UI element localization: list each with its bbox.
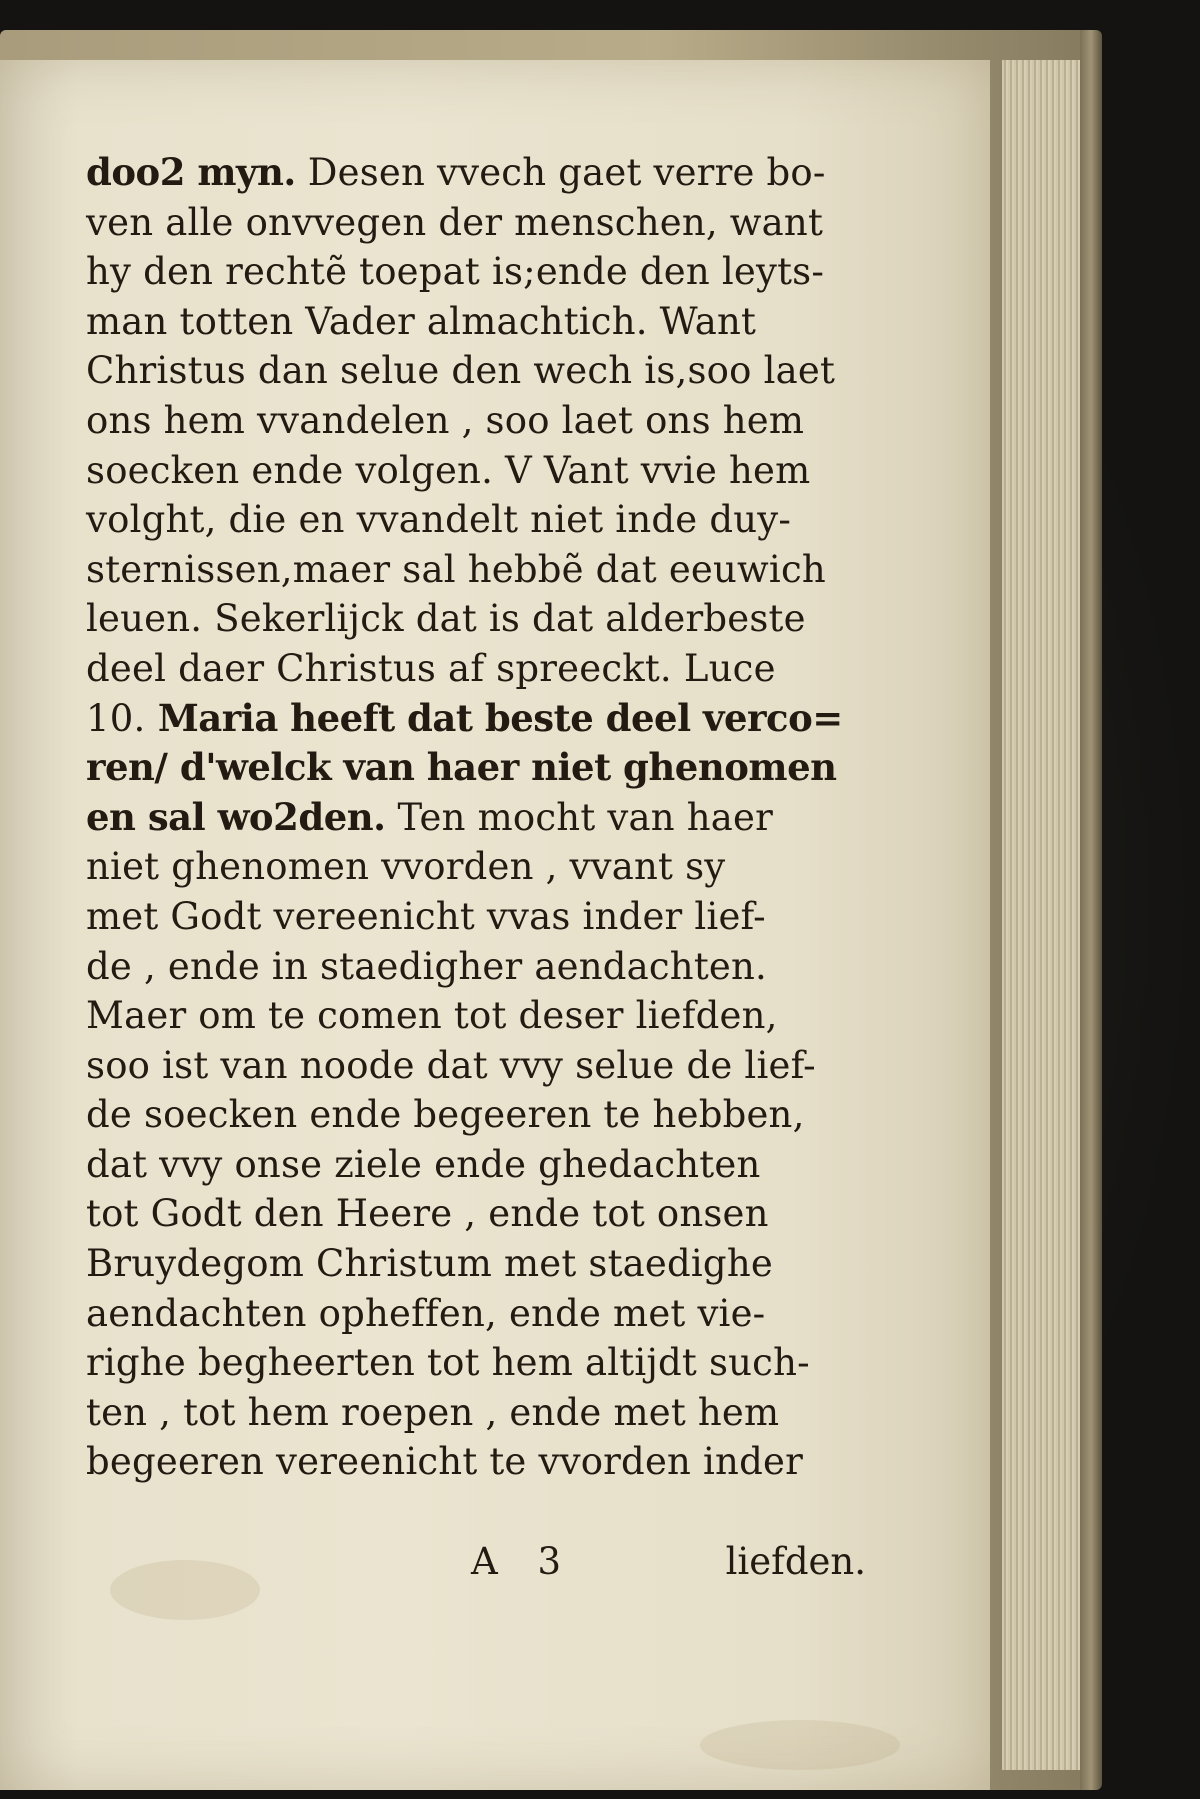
line-content [86, 247, 824, 297]
blackletter-text: en sal wo2den. [86, 794, 386, 839]
line-content [86, 892, 766, 942]
roman-text: dat vvy onse ziele ende ghedachten [86, 1142, 761, 1186]
line-content [86, 545, 826, 595]
line-content [86, 1140, 760, 1190]
text-line [86, 594, 866, 644]
line-content [86, 594, 806, 644]
text-line [86, 942, 866, 992]
line-content [86, 297, 756, 347]
roman-text: volght, die en vvandelt niet inde duy- [86, 498, 792, 542]
line-content [86, 198, 823, 248]
signature-mark: A 3 [471, 1540, 576, 1583]
line-content [86, 346, 835, 396]
roman-text: ven alle onvvegen der menschen, want [86, 200, 824, 244]
roman-text: Maer om te comen tot deser liefden, [86, 994, 778, 1038]
text-line [86, 1437, 866, 1487]
roman-text: begeeren vereenicht te vvorden inder [86, 1440, 803, 1484]
line-content [86, 1041, 816, 1091]
roman-text: deel daer Christus af spreeckt. Luce [86, 646, 776, 690]
roman-text: hy den rechtẽ toepat is;ende den leyts- [86, 250, 825, 294]
text-line [86, 1289, 866, 1339]
text-line [86, 1338, 866, 1388]
line-content [86, 1090, 805, 1140]
roman-text: met Godt vereenicht vvas inder lief- [86, 894, 766, 938]
roman-text: de , ende in staedigher aendachten. [86, 944, 767, 988]
roman-text: soo ist van noode dat vvy selue de lief- [86, 1043, 816, 1087]
page-footer [86, 1540, 866, 1600]
roman-text: tot Godt den Heere , ende tot onsen [86, 1192, 769, 1236]
text-line [86, 346, 866, 396]
text-line [86, 1189, 866, 1239]
text-line [86, 148, 866, 198]
blackletter-text: Maria heeft dat beste deel verco= [145, 695, 843, 740]
book-cover-edge [1080, 30, 1102, 1790]
roman-text: man totten Vader almachtich. Want [86, 299, 757, 343]
line-content [86, 644, 776, 694]
text-line [86, 991, 866, 1041]
roman-text: Bruydegom Christum met staedighe [86, 1242, 773, 1286]
line-content [86, 942, 767, 992]
roman-text: leuen. Sekerlijck dat is dat alderbeste [86, 597, 806, 641]
line-content [86, 793, 773, 843]
text-line [86, 1239, 866, 1289]
line-content [86, 495, 791, 545]
text-line [86, 396, 866, 446]
roman-text: Christus dan selue den wech is,soo laet [86, 349, 836, 393]
text-line [86, 446, 866, 496]
text-line [86, 198, 866, 248]
text-line [86, 247, 866, 297]
text-line [86, 1140, 866, 1190]
blackletter-text: ren/ d'welck van haer niet ghenomen [86, 745, 837, 790]
text-line [86, 545, 866, 595]
text-line [86, 793, 866, 843]
line-content [86, 446, 810, 496]
line-content [86, 1239, 773, 1289]
line-content [86, 1437, 803, 1487]
text-line [86, 892, 866, 942]
line-content [86, 1338, 810, 1388]
roman-text: 10. [86, 696, 146, 740]
line-content [86, 842, 725, 892]
text-line [86, 1090, 866, 1140]
text-line [86, 495, 866, 545]
page-text [86, 148, 866, 1487]
roman-text: Desen vvech gaet verre bo- [295, 151, 826, 194]
line-content [86, 991, 778, 1041]
page-edges [1000, 60, 1082, 1770]
line-content [86, 1388, 779, 1438]
line-content [86, 694, 843, 744]
line-content [86, 743, 837, 793]
roman-text: sternissen,maer sal hebbẽ dat eeuwich [86, 547, 826, 591]
roman-text: de soecken ende begeeren te hebben, [86, 1093, 805, 1137]
roman-text: aendachten opheffen, ende met vie- [86, 1291, 766, 1335]
blackletter-text: doo2 myn. [86, 150, 296, 194]
roman-text: ons hem vvandelen , soo laet ons hem [86, 398, 805, 442]
text-line [86, 743, 866, 793]
line-content [86, 1289, 765, 1339]
roman-text: soecken ende volgen. V Vant vvie hem [86, 448, 811, 492]
roman-text: righe begheerten tot hem altijdt such- [86, 1341, 810, 1385]
roman-text: niet ghenomen vvorden , vvant sy [86, 845, 726, 889]
line-content [86, 1189, 769, 1239]
text-line [86, 297, 866, 347]
text-line [86, 694, 866, 744]
text-line [86, 842, 866, 892]
line-content [86, 148, 826, 198]
roman-text: Ten mocht van haer [385, 795, 773, 839]
catchword: liefden. [725, 1540, 866, 1583]
roman-text: ten , tot hem roepen , ende met hem [86, 1390, 780, 1434]
text-line [86, 1388, 866, 1438]
text-line [86, 1041, 866, 1091]
text-line [86, 644, 866, 694]
line-content [86, 396, 804, 446]
